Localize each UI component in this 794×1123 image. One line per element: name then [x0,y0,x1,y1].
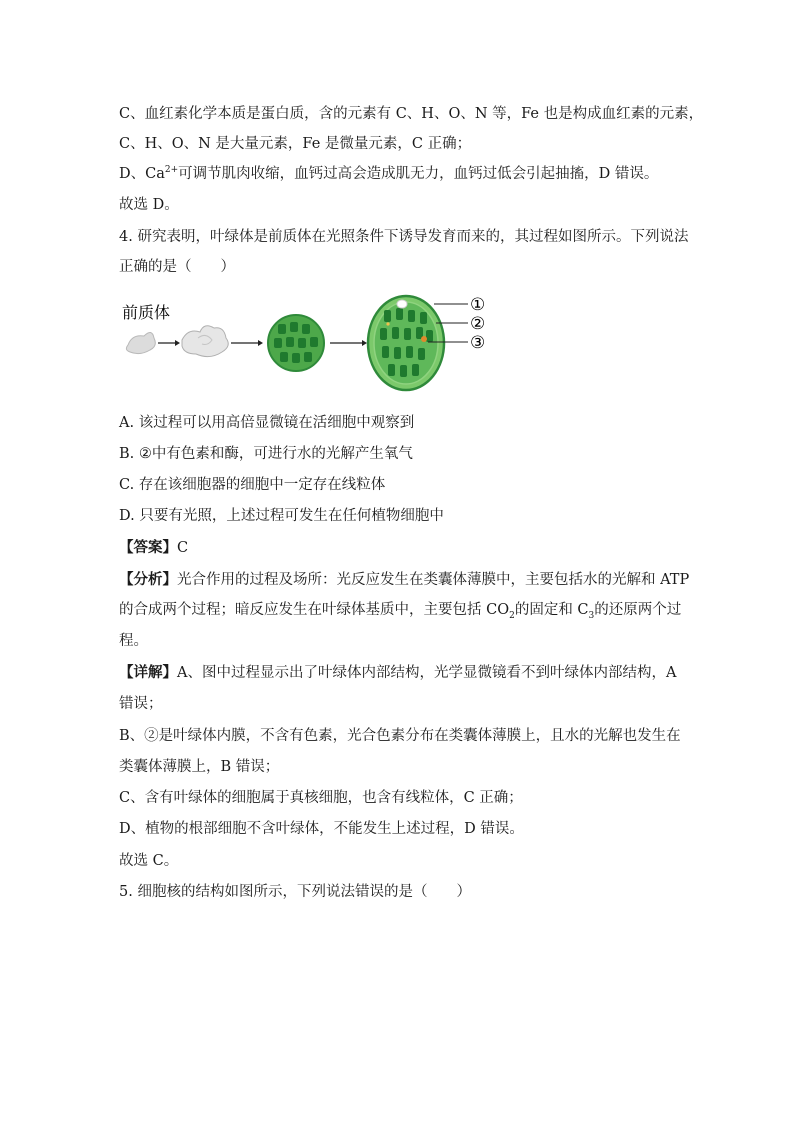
developing-plastid-shape [182,326,228,357]
lipid-droplet [421,336,427,342]
question-4-line1: 4. 研究表明，叶绿体是前质体在光照条件下诱导发育而来的，其过程如图所示。下列说法 [119,229,689,245]
text-choose-c: 故选 C。 [119,853,179,869]
option-b: B. ②中有色素和酶，可进行水的光解产生氧气 [119,446,413,462]
detail-a-line2: 错误； [119,696,163,712]
answer-line [119,538,188,558]
answer-value: C [177,540,189,556]
detail-d-line: D、植物的根部细胞不含叶绿体，不能发生上述过程，D 错误。 [119,821,524,837]
analysis-sub-co2: 2 [509,610,515,621]
detail-b-line1: B、②是叶绿体内膜，不含有色素，光合色素分布在类囊体薄膜上，且水的光解也发生在 [119,728,681,744]
question-4-line2: 正确的是（ ） [119,259,235,275]
detail-c-line: C、含有叶绿体的细胞属于真核细胞，也含有线粒体，C 正确； [119,790,523,806]
d-superscript: 2+ [164,165,179,176]
question-5: 5. 细胞核的结构如图所示，下列说法错误的是（ ） [119,884,471,900]
chloroplast-development-figure [118,290,508,400]
option-d: D. 只要有光照，上述过程可发生在任何植物细胞中 [119,508,444,524]
analysis-text-2b: 的固定和 C [514,602,589,618]
text-c-line1: C、血红素化学本质是蛋白质，含的元素有 C、H、O、N 等，Fe 也是构成血红素的元素， [119,106,704,122]
analysis-line3: 程。 [119,633,148,649]
small-droplet [386,322,389,325]
analysis-text-1: 光合作用的过程及场所：光反应发生在类囊体薄膜中，主要包括水的光解和 ATP [177,572,690,588]
label-3: ③ [470,333,486,353]
analysis-text-2c: 的还原两个过 [594,602,682,618]
arrow-1-head [175,340,180,346]
analysis-label: 【分析】 [119,571,177,588]
option-c: C. 存在该细胞器的细胞中一定存在线粒体 [119,477,386,493]
answer-label: 【答案】 [119,539,177,556]
detail-b-line2: 类囊体薄膜上，B 错误； [119,759,280,775]
text-choose-d: 故选 D。 [119,197,179,213]
label-2: ② [470,314,486,334]
proplastid-shape [126,332,155,353]
d-rest: 可调节肌肉收缩，血钙过高会造成肌无力，血钙过低会引起抽搐，D 错误。 [178,166,659,182]
analysis-sub-c3: 3 [588,610,595,621]
text-c-line2: C、H、O、N 是大量元素，Fe 是微量元素，C 正确； [119,136,472,152]
analysis-line2 [119,600,681,620]
arrow-3-head [362,340,367,346]
analysis-text-2a: 的合成两个过程；暗反应发生在叶绿体基质中，主要包括 CO [119,602,510,618]
analysis-line1 [119,570,689,590]
option-a: A. 该过程可以用高倍显微镜在活细胞中观察到 [119,415,415,431]
starch-grain [397,300,407,308]
arrow-2-head [258,340,263,346]
figure-title-proplastid: 前质体 [122,303,171,322]
label-1: ① [470,295,486,315]
text-d-line [119,164,658,184]
detail-a-text: A、图中过程显示出了叶绿体内部结构，光学显微镜看不到叶绿体内部结构，A [177,665,677,681]
d-prefix: D、Ca [119,166,165,182]
detail-label: 【详解】 [119,664,177,681]
detail-a-line1 [119,663,676,683]
